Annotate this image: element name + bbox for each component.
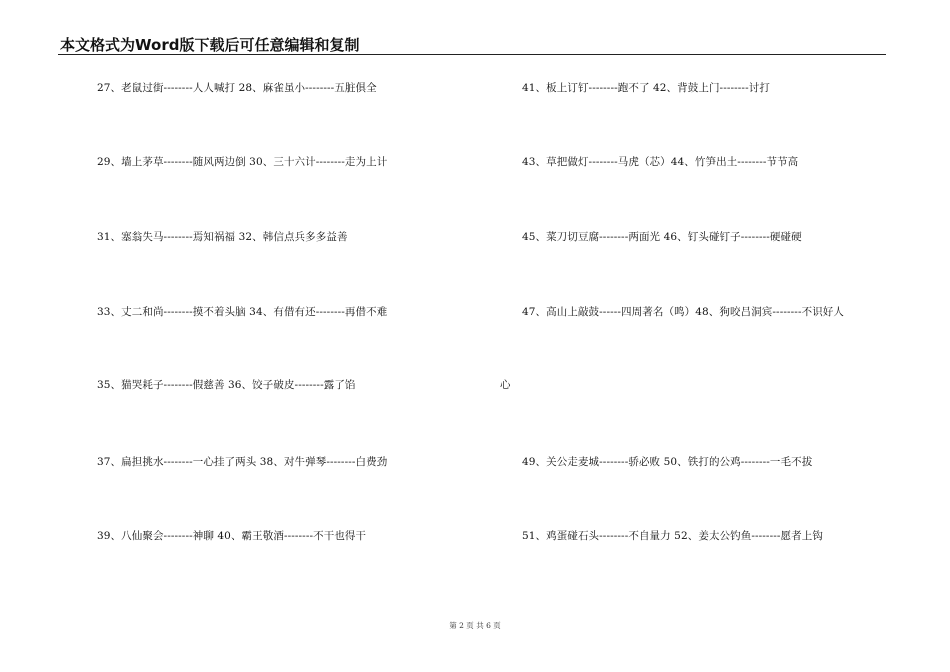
- text-line: 39、八仙聚会--------神聊 40、霸王敬酒--------不干也得干: [97, 530, 367, 542]
- text-line: 35、猫哭耗子--------假慈善 36、饺子破皮--------露了馅: [97, 379, 356, 391]
- right-column: [522, 0, 922, 672]
- text-line: 31、塞翁失马--------焉知祸福 32、韩信点兵多多益善: [97, 231, 348, 243]
- left-column: [97, 0, 497, 672]
- page-number: 第 2 页 共 6 页: [449, 621, 501, 630]
- text-line: 41、板上订钉--------跑不了 42、背鼓上门--------讨打: [522, 82, 770, 94]
- text-line: 45、菜刀切豆腐--------两面光 46、钉头碰钉子--------硬碰硬: [522, 231, 802, 243]
- stray-character: 心: [500, 379, 511, 391]
- text-line: 33、丈二和尚--------摸不着头脑 34、有借有还--------再借不难: [97, 306, 388, 318]
- text-line: 51、鸡蛋碰石头--------不自量力 52、姜太公钓鱼--------愿者上钩: [522, 530, 823, 542]
- text-line: 27、老鼠过街--------人人喊打 28、麻雀虽小--------五脏俱全: [97, 82, 377, 94]
- text-line: 47、高山上敲鼓------四周著名（鸣）48、狗咬吕洞宾--------不识好人: [522, 306, 844, 318]
- text-line: 43、草把做灯--------马虎（芯）44、竹笋出土--------节节高: [522, 156, 799, 168]
- text-line: 37、扁担挑水--------一心挂了两头 38、对牛弹琴--------白费劲: [97, 456, 388, 468]
- text-line: 49、关公走麦城--------骄必败 50、铁打的公鸡--------一毛不拔: [522, 456, 813, 468]
- page-header-title: 本文格式为Word版下载后可任意编辑和复制: [60, 36, 360, 54]
- text-line: 29、墙上茅草--------随风两边倒 30、三十六计--------走为上计: [97, 156, 388, 168]
